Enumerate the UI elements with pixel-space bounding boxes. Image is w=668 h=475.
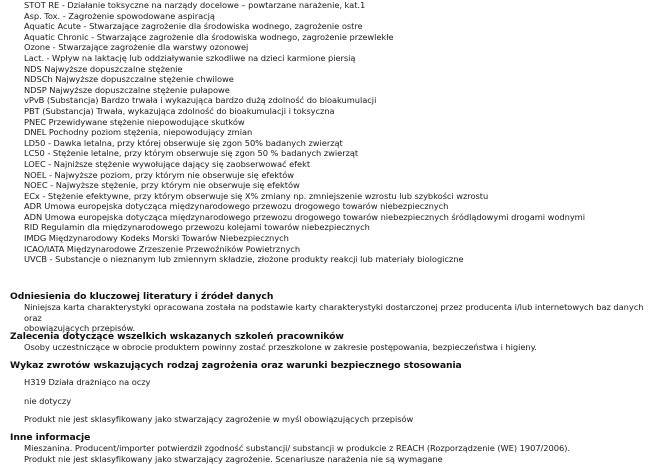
abbreviations-list	[24, 0, 585, 265]
other-info-section	[10, 432, 660, 464]
abbreviation-item: ECx - Stężenie efektywne, przy którym obserwuje się X% zmiany np. zmniejszenie wzrostu lub szybkości wzrostu	[24, 190, 489, 201]
abbreviation-item: PNEC Przewidywane stężenie niepowodujące skutków	[24, 116, 245, 127]
abbreviation-item: NDS Najwyższe dopuszczalne stężenie	[24, 63, 183, 74]
abbreviation-item: NOEL - Najwyższe poziom, przy którym nie obserwuje się efektów	[24, 169, 295, 180]
abbreviation-item: LOEC - Najniższe stężenie wywołujące dający się zaobserwować efekt	[24, 158, 311, 169]
abbreviation-item: PBT (Substancja) Trwała, wykazująca zdolność do bioakumulacji i toksyczna	[24, 105, 335, 116]
hazard-statement: Produkt nie jest sklasyfikowany jako stwarzający zagrożenie w myśl obowiązujących przepisów	[24, 414, 414, 425]
abbreviation-item: ADN Umowa europejska dotycząca międzynarodowego przewozu drogowego towarów niebezpiecznych śródlądowymi drogami wodnymi	[24, 211, 585, 222]
abbreviation-item: Aquatic Chronic - Stwarzające zagrożenie dla środowiska wodnego, zagrożenie przewlekłe	[24, 31, 394, 42]
abbreviation-item: RID Regulamin dla międzynarodowego przewozu kolejami towarów niebezpiecznych	[24, 222, 370, 233]
training-heading: Zalecenia dotyczące wszelkich wskazanych szkoleń pracowników	[10, 331, 344, 342]
abbreviation-item: DNEL Pochodny poziom stężenia, niepowodujący zmian	[24, 127, 253, 138]
abbreviation-item: STOT RE - Działanie toksyczne na narządy docelowe – powtarzane narażenie, kat.1	[24, 0, 366, 10]
abbreviation-item: Ozone - Stwarzające zagrożenie dla warstwy ozonowej	[24, 42, 249, 53]
training-section	[10, 331, 660, 353]
abbreviation-item: NDSP Najwyższe dopuszczalne stężenie pułapowe	[24, 84, 230, 95]
abbreviation-item: ICAO/IATA Międzynarodowe Zrzeszenie Przewoźników Powietrznych	[24, 243, 301, 254]
abbreviation-item: Aquatic Acute - Stwarzające zagrożenie dla środowiska wodnego, zagrożenie ostre	[24, 21, 363, 32]
other-info-heading: Inne informacje	[10, 432, 91, 443]
hazard-statements-section	[10, 360, 660, 425]
abbreviation-item: ADR Umowa europejska dotycząca międzynarodowego przewozu drogowego towarów niebezpiecznych	[24, 201, 449, 212]
abbreviation-item: NDSCh Najwyższe dopuszczalne stężenie chwilowe	[24, 74, 234, 85]
references-heading: Odniesienia do kluczowej literatury i źródeł danych	[10, 291, 274, 302]
references-text: Niniejsza karta charakterystyki opracowana została na podstawie karty charakterystyki dostarczonej przez producenta i/lub internetowych baz danych oraz	[24, 302, 644, 323]
abbreviation-item: LD50 - Dawka letalna, przy której obserwuje się zgon 50% badanych zwierząt	[24, 137, 343, 148]
hazard-statements-heading: Wykaz zwrotów wskazujących rodzaj zagrożenia oraz warunki bezpiecznego stosowania	[10, 360, 462, 371]
abbreviation-item: LC50 - Stężenie letalne, przy którym obserwuje się zgon 50 % badanych zwierząt	[24, 148, 359, 159]
abbreviation-item: Lact. - Wpływ na laktację lub oddziaływanie szkodliwe na dzieci karmione piersią	[24, 52, 356, 63]
references-text: obowiązujących przepisów.	[24, 323, 136, 334]
hazard-statement: nie dotyczy	[24, 395, 72, 406]
abbreviation-item: IMDG Międzynarodowy Kodeks Morski Towarów Niebezpiecznych	[24, 233, 289, 244]
training-text: Osoby uczestniczące w obrocie produktem powinny zostać przeszkolone w zakresie postępowania, bezpieczeństwa i higieny.	[24, 342, 537, 352]
hazard-statement: H319 Działa drażniąco na oczy	[24, 377, 151, 387]
abbreviation-item: vPvB (Substancja) Bardzo trwała i wykazująca bardzo dużą zdolność do bioakumulacji	[24, 95, 377, 106]
abbreviation-item: NOEC - Najwyższe stężenie, przy którym nie obserwuje się efektów	[24, 180, 300, 191]
references-section	[10, 291, 660, 334]
other-info-text: Mieszanina. Producent/importer potwierdził zgodność substancji/ substancji w produkcie z REACH (Rozporządzenie (WE) 1907/2006).	[24, 443, 570, 453]
abbreviation-item: Asp. Tox. - Zagrożenie spowodowane aspiracją	[24, 10, 215, 21]
abbreviation-item: UVCB - Substancje o nieznanym lub zmiennym składzie, złożone produkty reakcji lub materiały biologiczne	[24, 254, 464, 265]
other-info-text: Produkt nie jest sklasyfikowany jako stwarzający zagrożenie. Scenariusze narażenia nie są wymagane	[24, 453, 443, 464]
